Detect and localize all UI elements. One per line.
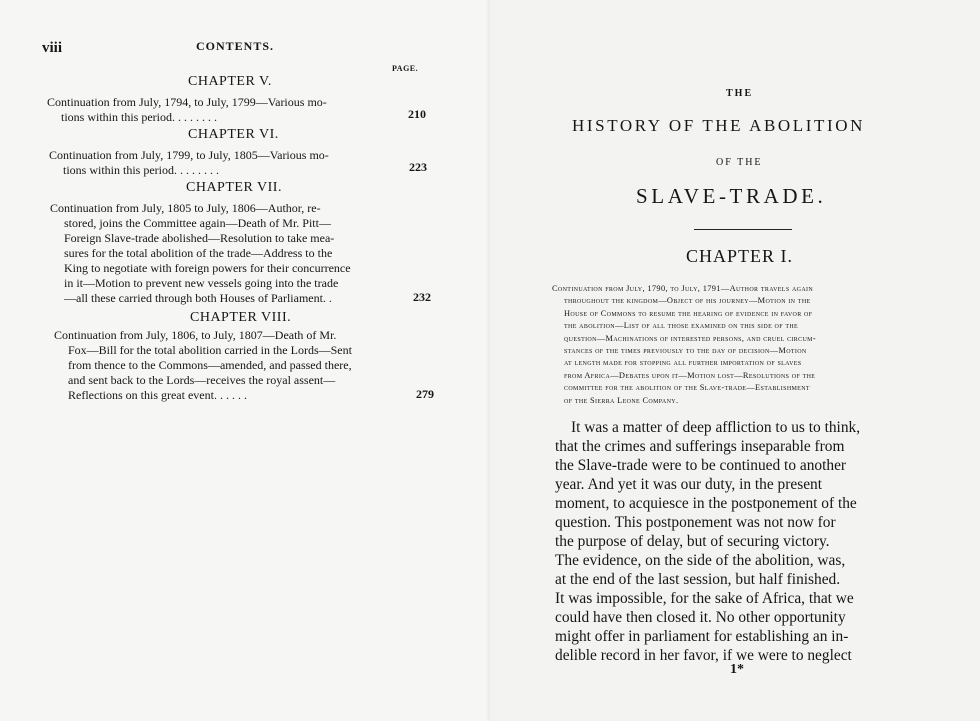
contents-chapter-heading: CHAPTER VI. (188, 127, 279, 142)
body-line: might offer in parliament for establishing an in- (555, 628, 849, 645)
body-line: question. This postponement was not now for (555, 514, 836, 531)
contents-chapter-heading: CHAPTER VII. (186, 180, 282, 195)
contents-entry-line: —all these carried through both Houses of Parliament. . (64, 291, 332, 305)
body-line: It was a matter of deep affliction to us to think, (571, 419, 861, 436)
contents-entry (47, 95, 327, 125)
summary-line: stances of the times previously to the day of decision—Motion (564, 346, 807, 356)
contents-entry-line: King to negotiate with foreign powers for their concurrence (64, 261, 351, 275)
title-slave-trade: SLAVE-TRADE. (636, 184, 827, 208)
contents-page-ref: 210 (408, 107, 426, 121)
contents-page-ref: 232 (413, 290, 431, 304)
body-line: the purpose of delay, but of securing victory. (555, 533, 830, 550)
body-line: It was impossible, for the sake of Africa, that we (555, 590, 854, 607)
contents-entry (49, 148, 329, 178)
body-line: delible record in her favor, if we were to neglect (555, 647, 852, 664)
contents-entry-line: Continuation from July, 1805 to July, 1806—Author, re- (50, 201, 321, 215)
title-history-line: HISTORY OF THE ABOLITION (572, 116, 866, 135)
signature-mark: 1* (730, 662, 744, 677)
body-line: moment, to acquiesce in the postponement of the (555, 495, 857, 512)
contents-entry-line: tions within this period. . . . . . . . (63, 163, 219, 177)
contents-chapter-heading: CHAPTER V. (188, 74, 272, 89)
chapter-heading: CHAPTER I. (686, 246, 794, 266)
contents-entry-line: Reflections on this great event. . . . . . (68, 388, 247, 402)
summary-line: throughout the kingdom—Object of his journey—Motion in the (564, 296, 811, 306)
contents-entry-line: stored, joins the Committee again—Death of Mr. Pitt— (64, 216, 331, 230)
body-line: that the crimes and sufferings inseparable from (555, 438, 845, 455)
contents-entry-line: in it—Motion to prevent new vessels going into the trade (64, 276, 339, 290)
contents-chapter-heading: CHAPTER VIII. (190, 310, 292, 325)
body-line: year. And yet it was our duty, in the present (555, 476, 822, 493)
contents-entry-line: Continuation from July, 1806, to July, 1807—Death of Mr. (54, 328, 337, 342)
contents-entry-line: Foreign Slave-trade abolished—Resolution to take mea- (64, 231, 335, 245)
contents-page-ref: 279 (416, 387, 434, 401)
summary-line: from Africa—Debates upon it—Motion lost—Resolutions of the (564, 370, 816, 380)
summary-line: Continuation from July, 1790, to July, 1791—Author travels again (552, 284, 814, 293)
contents-entry-line: from thence to the Commons—amended, and passed there, (68, 358, 352, 372)
summary-line: question—Machinations of interested persons, and cruel circum- (564, 333, 816, 343)
title-of-the: OF THE (716, 157, 763, 168)
page-column-label: PAGE. (392, 64, 419, 73)
contents-entry-line: Fox—Bill for the total abolition carried in the Lords—Sent (68, 343, 352, 357)
contents-entry-line: Continuation from July, 1794, to July, 1799—Various mo- (47, 95, 327, 109)
contents-entry (54, 328, 352, 403)
contents-entry-line: tions within this period. . . . . . . . (61, 110, 217, 124)
contents-entry-line: sures for the total abolition of the trade—Address to the (64, 246, 333, 260)
contents-page-ref: 223 (409, 160, 427, 174)
title-the: THE (726, 88, 754, 99)
body-line: The evidence, on the side of the abolition, was, (555, 552, 846, 569)
body-line: could have then closed it. No other opportunity (555, 609, 846, 626)
summary-line: House of Commons to resume the hearing of evidence in favor of (564, 308, 813, 318)
contents-entry-line: and sent back to the Lords—receives the royal assent— (68, 373, 336, 387)
body-line: the Slave-trade were to be continued to another (555, 457, 847, 474)
body-line: at the end of the last session, but half finished. (555, 571, 841, 588)
contents-entry-line: Continuation from July, 1799, to July, 1805—Various mo- (49, 148, 329, 162)
summary-line: at length made for stopping all further importation of slaves (564, 358, 802, 368)
chapter-body-text (555, 418, 860, 665)
summary-line: the abolition—List of all those examined on this side of the (564, 321, 799, 331)
page-number: viii (42, 40, 63, 56)
summary-line: committee for the abolition of the Slave-trade—Establishment (564, 383, 810, 393)
chapter-summary (552, 283, 816, 407)
title-divider (694, 229, 792, 230)
contents-entry (50, 201, 351, 306)
summary-line: of the Sierra Leone Company. (564, 395, 679, 405)
running-head: CONTENTS. (196, 39, 275, 53)
